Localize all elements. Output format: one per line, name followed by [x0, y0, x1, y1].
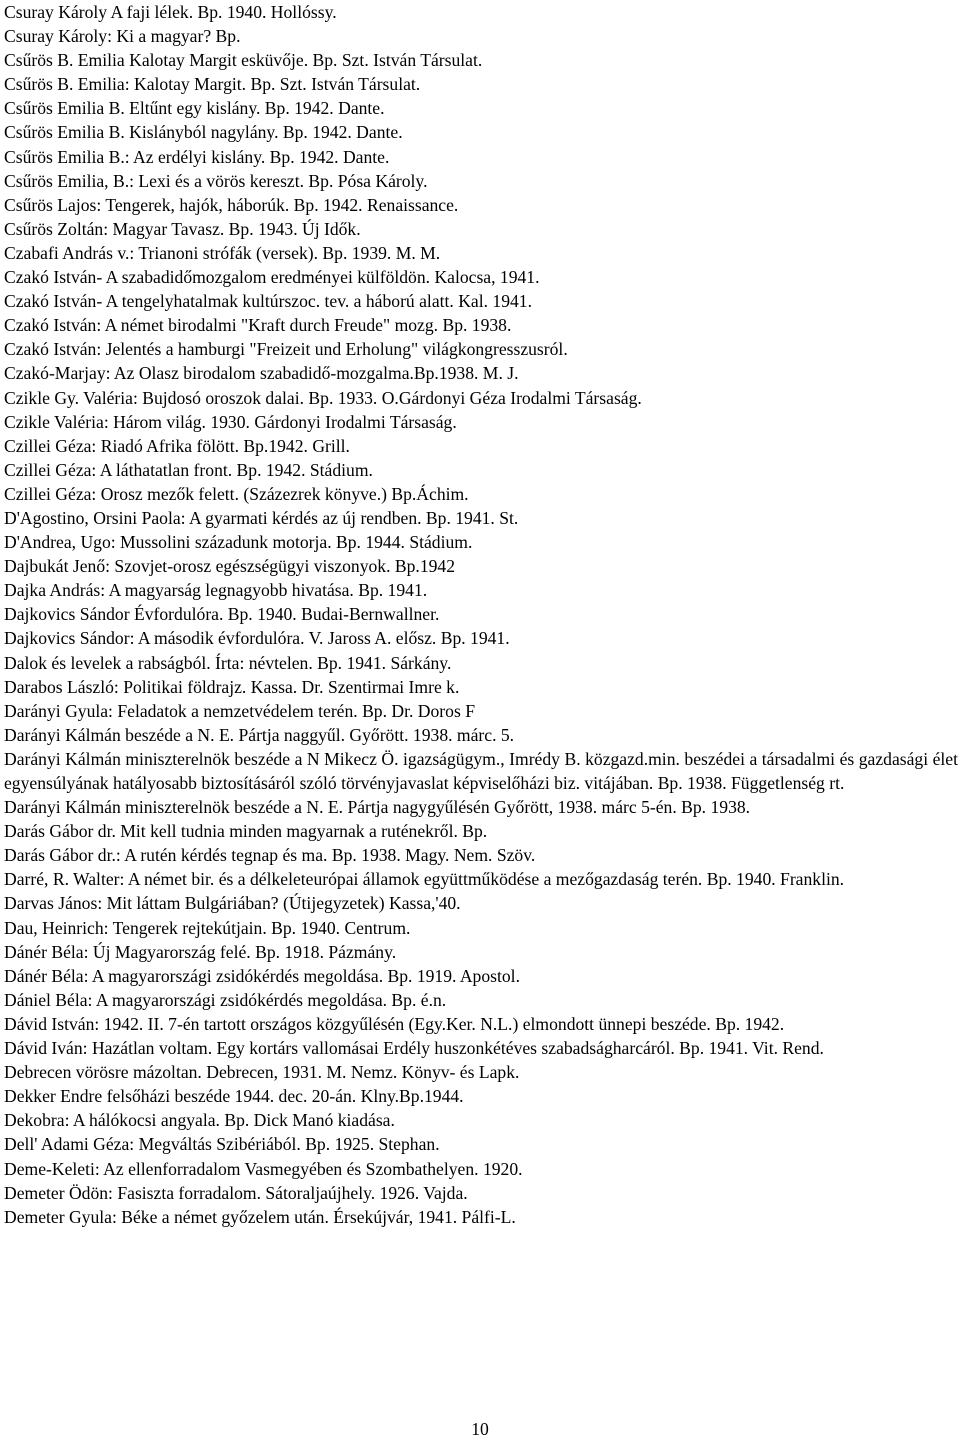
bibliography-entry: Dajbukát Jenő: Szovjet-orosz egészségügyi viszonyok. Bp.1942 — [4, 556, 456, 577]
bibliography-entry: Darás Gábor dr. Mit kell tudnia minden magyarnak a ruténekről. Bp. — [4, 821, 488, 842]
bibliography-list — [4, 0, 958, 1229]
bibliography-entry: Czakó-Marjay: Az Olasz birodalom szabadidő-mozgalma.Bp.1938. M. J. — [4, 363, 519, 384]
bibliography-entry: Demeter Ödön: Fasiszta forradalom. Sátoraljaújhely. 1926. Vajda. — [4, 1182, 468, 1203]
bibliography-entry: Dau, Heinrich: Tengerek rejtekútjain. Bp. 1940. Centrum. — [4, 917, 411, 938]
bibliography-entry: Darányi Kálmán miniszterelnök beszéde a N. E. Pártja nagygyűlésén Győrött, 1938. márc 5-én. Bp. 1938. — [4, 797, 751, 818]
bibliography-entry: Dániel Béla: A magyarországi zsidókérdés megoldása. Bp. é.n. — [4, 989, 447, 1010]
bibliography-entry: Csűrös Emilia, B.: Lexi és a vörös kereszt. Bp. Pósa Károly. — [4, 170, 428, 191]
bibliography-entry: Darányi Kálmán beszéde a N. E. Pártja naggyűl. Győrött. 1938. márc. 5. — [4, 724, 515, 745]
bibliography-entry: Darányi Kálmán miniszterelnök beszéde a N Mikecz Ö. igazságügym., Imrédy B. közgazd.min. beszédei a társadalmi és gazdasági élet egyensúlyának hatályosabb biztosításáról szóló törvényjavaslat képviselőházi biz. vitájában. Bp. 1938. Függetlenség rt. — [4, 748, 958, 793]
page-number: 10 — [471, 1419, 489, 1439]
bibliography-entry: Csűrös Emilia B. Kislányból nagylány. Bp. 1942. Dante. — [4, 122, 403, 143]
bibliography-entry: Czakó István: Jelentés a hamburgi "Freizeit und Erholung" világkongresszusról. — [4, 339, 568, 360]
bibliography-entry: Darányi Gyula: Feladatok a nemzetvédelem terén. Bp. Dr. Doros F — [4, 700, 475, 721]
bibliography-entry: Dajkovics Sándor: A második évfordulóra. V. Jaross A. elősz. Bp. 1941. — [4, 628, 510, 649]
bibliography-entry: Csűrös Lajos: Tengerek, hajók, háborúk. Bp. 1942. Renaissance. — [4, 194, 459, 215]
bibliography-entry: Dajka András: A magyarság legnagyobb hivatása. Bp. 1941. — [4, 580, 428, 601]
bibliography-entry: Debrecen vörösre mázoltan. Debrecen, 1931. M. Nemz. Könyv- és Lapk. — [4, 1062, 520, 1083]
bibliography-entry: Czikle Valéria: Három világ. 1930. Gárdonyi Irodalmi Társaság. — [4, 411, 457, 432]
bibliography-entry: Csűrös Zoltán: Magyar Tavasz. Bp. 1943. Új Idők. — [4, 218, 361, 239]
bibliography-entry: Dell' Adami Géza: Megváltás Szibériából. Bp. 1925. Stephan. — [4, 1134, 440, 1155]
bibliography-entry: Czabafi András v.: Trianoni strófák (versek). Bp. 1939. M. M. — [4, 242, 441, 263]
bibliography-entry: Darvas János: Mit láttam Bulgáriában? (Útijegyzetek) Kassa,'40. — [4, 893, 461, 914]
bibliography-entry: Demeter Gyula: Béke a német győzelem után. Érsekújvár, 1941. Pálfi-L. — [4, 1206, 516, 1227]
bibliography-entry: Czillei Géza: A láthatatlan front. Bp. 1942. Stádium. — [4, 459, 373, 480]
bibliography-entry: Darré, R. Walter: A német bir. és a délkeleteurópai államok együttműködése a mezőgazdaság terén. Bp. 1940. Franklin. — [4, 869, 845, 890]
bibliography-entry: D'Agostino, Orsini Paola: A gyarmati kérdés az új rendben. Bp. 1941. St. — [4, 507, 519, 528]
bibliography-entry: Dekobra: A hálókocsi angyala. Bp. Dick Manó kiadása. — [4, 1110, 395, 1131]
bibliography-entry: Csuray Károly A faji lélek. Bp. 1940. Hollóssy. — [4, 2, 337, 22]
bibliography-entry: Dávid Iván: Hazátlan voltam. Egy kortárs vallomásai Erdély huszonkétéves szabadságharcáról. Bp. 1941. Vit. Rend. — [4, 1038, 824, 1059]
bibliography-entry: Csűrös Emilia B.: Az erdélyi kislány. Bp. 1942. Dante. — [4, 146, 390, 167]
bibliography-entry: Csűrös Emilia B. Eltűnt egy kislány. Bp. 1942. Dante. — [4, 98, 385, 119]
bibliography-entry: Dávid István: 1942. II. 7-én tartott országos közgyűlésén (Egy.Ker. N.L.) elmondott ünnepi beszéde. Bp. 1942. — [4, 1013, 785, 1034]
bibliography-entry: Darabos László: Politikai földrajz. Kassa. Dr. Szentirmai Imre k. — [4, 676, 460, 697]
bibliography-entry: Dánér Béla: A magyarországi zsidókérdés megoldása. Bp. 1919. Apostol. — [4, 965, 520, 986]
bibliography-entry: Czillei Géza: Orosz mezők felett. (Százezrek könyve.) Bp.Áchim. — [4, 483, 469, 504]
bibliography-entry: Dajkovics Sándor Évfordulóra. Bp. 1940. Budai-Bernwallner. — [4, 604, 440, 625]
bibliography-entry: Dánér Béla: Új Magyarország felé. Bp. 1918. Pázmány. — [4, 941, 397, 962]
bibliography-entry: Czakó István- A szabadidőmozgalom eredményei külföldön. Kalocsa, 1941. — [4, 267, 540, 288]
bibliography-entry: Csuray Károly: Ki a magyar? Bp. — [4, 26, 241, 47]
bibliography-entry: Csűrös B. Emilia Kalotay Margit esküvője. Bp. Szt. István Társulat. — [4, 50, 483, 71]
bibliography-entry: Deme-Keleti: Az ellenforradalom Vasmegyében és Szombathelyen. 1920. — [4, 1158, 523, 1179]
bibliography-entry: Czillei Géza: Riadó Afrika fölött. Bp.1942. Grill. — [4, 435, 350, 456]
bibliography-entry: Czakó István- A tengelyhatalmak kultúrszoc. tev. a háború alatt. Kal. 1941. — [4, 291, 532, 312]
bibliography-entry: D'Andrea, Ugo: Mussolini századunk motorja. Bp. 1944. Stádium. — [4, 532, 473, 553]
bibliography-entry: Dekker Endre felsőházi beszéde 1944. dec. 20-án. Klny.Bp.1944. — [4, 1086, 464, 1107]
bibliography-entry: Csűrös B. Emilia: Kalotay Margit. Bp. Szt. István Társulat. — [4, 74, 421, 95]
bibliography-entry: Dalok és levelek a rabságból. Írta: névtelen. Bp. 1941. Sárkány. — [4, 652, 452, 673]
bibliography-entry: Darás Gábor dr.: A rutén kérdés tegnap és ma. Bp. 1938. Magy. Nem. Szöv. — [4, 845, 536, 866]
bibliography-entry: Czikle Gy. Valéria: Bujdosó oroszok dalai. Bp. 1933. O.Gárdonyi Géza Irodalmi Társaság. — [4, 387, 642, 408]
bibliography-entry: Czakó István: A német birodalmi "Kraft durch Freude" mozg. Bp. 1938. — [4, 315, 512, 336]
